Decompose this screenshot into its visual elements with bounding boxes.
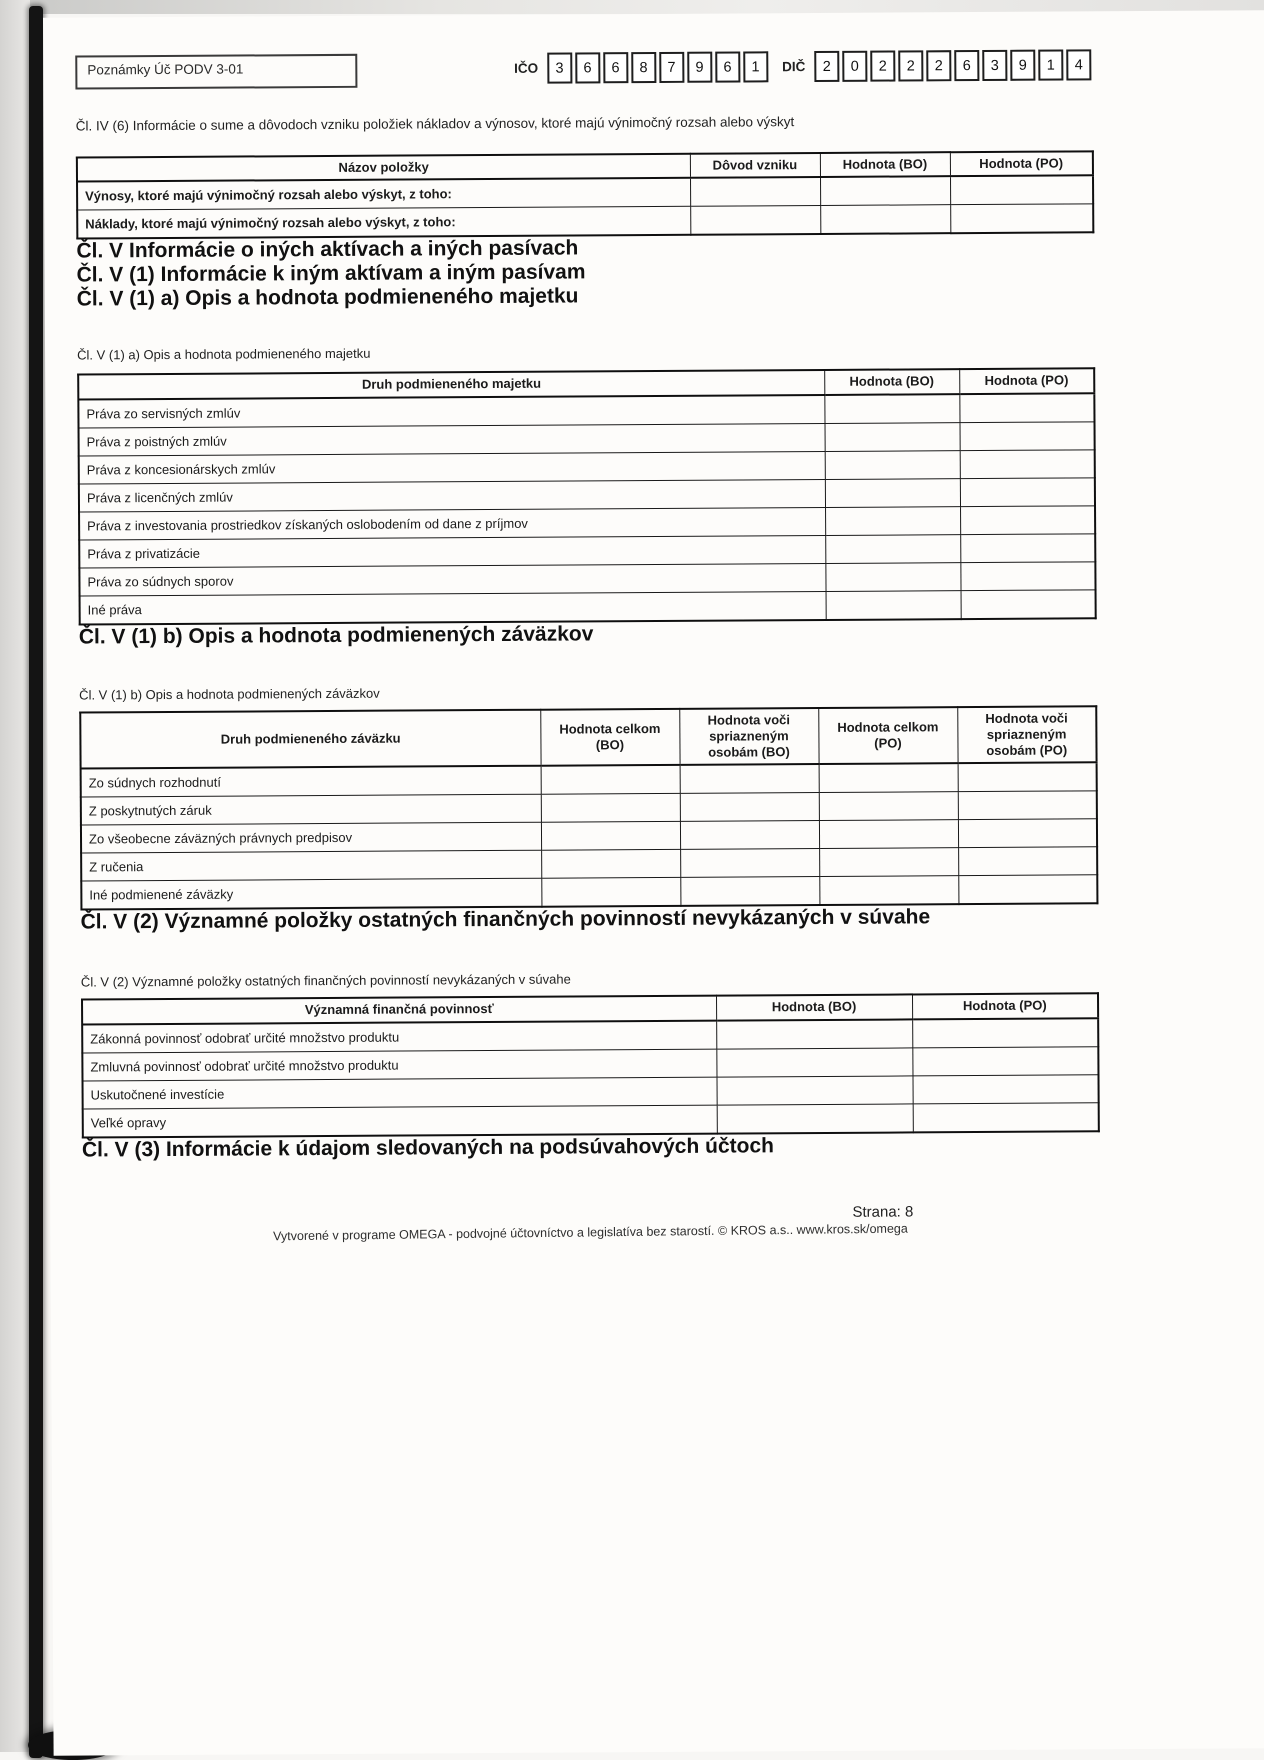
ico-digit: 3	[547, 52, 572, 83]
value-cell	[913, 1102, 1099, 1132]
dic-digit: 2	[814, 51, 839, 82]
value-cell	[680, 764, 819, 793]
dic-digit: 9	[1010, 50, 1035, 81]
ico-cluster	[514, 51, 768, 84]
table-caption-clv1a: Čl. V (1) a) Opis a hodnota podmieneného majetku	[77, 342, 1093, 363]
value-cell	[825, 534, 960, 563]
dic-digit: 0	[842, 51, 867, 82]
dic-digit-row	[814, 49, 1091, 82]
value-cell	[825, 450, 960, 479]
section-heading-clv1: Čl. V (1) Informácie k iným aktívam a iným pasívam	[77, 258, 1093, 288]
dic-digit: 2	[898, 50, 923, 81]
column-header: Hodnota (PO)	[950, 151, 1093, 176]
value-cell	[541, 878, 680, 907]
value-cell	[690, 206, 820, 235]
value-cell	[825, 562, 960, 591]
value-cell	[826, 590, 961, 619]
value-cell	[950, 176, 1093, 205]
row-label: Iné podmienené záväzky	[81, 878, 541, 909]
section-heading-clv1b: Čl. V (1) b) Opis a hodnota podmienených záväzkov	[79, 619, 1095, 649]
row-label: Práva zo servisných zmlúv	[78, 394, 824, 427]
row-label: Práva zo súdnych sporov	[79, 563, 825, 596]
value-cell	[960, 449, 1095, 478]
value-cell	[960, 533, 1095, 562]
column-header: Názov položky	[77, 154, 690, 182]
ico-digit: 6	[715, 51, 740, 82]
value-cell	[819, 876, 958, 905]
column-header: Hodnota (PO)	[912, 994, 1098, 1019]
dic-digit: 2	[870, 51, 895, 82]
dic-digit: 3	[982, 50, 1007, 81]
value-cell	[541, 822, 680, 851]
value-cell	[958, 847, 1097, 876]
value-cell	[961, 589, 1096, 618]
column-header: Významná finančná povinnosť	[82, 996, 716, 1024]
column-header: Hodnota voči spriazneným osobám (PO)	[957, 706, 1096, 764]
page-footer	[82, 1202, 1098, 1258]
column-header: Druh podmieneného majetku	[78, 370, 824, 399]
value-cell	[960, 505, 1095, 534]
value-cell	[680, 849, 819, 878]
contingent-assets-table	[77, 368, 1097, 625]
value-cell	[541, 850, 680, 879]
row-label: Veľké opravy	[83, 1105, 717, 1137]
value-cell	[819, 820, 958, 849]
row-label: Iné práva	[80, 591, 826, 624]
ico-digit: 1	[743, 51, 768, 82]
column-header: Hodnota (BO)	[820, 152, 950, 177]
column-header: Hodnota celkom (BO)	[540, 708, 679, 766]
column-header: Hodnota voči spriazneným osobám (BO)	[679, 708, 818, 766]
section-heading-clv3: Čl. V (3) Informácie k údajom sledovaných na podsúvahových účtoch	[82, 1132, 1098, 1162]
table-caption-clv1b: Čl. V (1) b) Opis a hodnota podmienených záväzkov	[79, 681, 1095, 702]
dic-digit: 6	[954, 50, 979, 81]
document-page	[43, 10, 1264, 1755]
value-cell	[825, 422, 960, 451]
value-cell	[912, 1018, 1098, 1048]
scan-artifact-left-margin	[0, 0, 30, 1752]
dic-digit: 1	[1038, 49, 1063, 80]
row-label: Práva z koncesionárskych zmlúv	[79, 451, 825, 484]
value-cell	[690, 177, 820, 206]
row-label: Zo súdnych rozhodnutí	[81, 766, 541, 797]
section-iv6-caption: Čl. IV (6) Informácie o sume a dôvodoch vzniku položiek nákladov a výnosov, ktoré majú výnimočný rozsah alebo výskyt	[76, 112, 1092, 133]
ico-digit-row	[547, 51, 768, 83]
section-heading-clv2: Čl. V (2) Významné položky ostatných finančných povinností nevykázaných v súvahe	[80, 905, 1096, 935]
dic-digit: 2	[926, 50, 951, 81]
page-number: Strana: 8	[852, 1203, 913, 1220]
column-header: Druh podmieneného záväzku	[80, 709, 540, 769]
value-cell	[825, 478, 960, 507]
value-cell	[680, 821, 819, 850]
value-cell	[959, 393, 1094, 422]
value-cell	[958, 791, 1097, 820]
contingent-liabilities-table	[79, 705, 1098, 911]
row-label: Uskutočnené investície	[83, 1077, 717, 1109]
table-caption-clv2: Čl. V (2) Významné položky ostatných finančných povinností nevykázaných v súvahe	[81, 969, 1097, 990]
value-cell	[912, 1074, 1098, 1103]
dic-label: DIČ	[782, 59, 805, 74]
footer-credit: Vytvorené v programe OMEGA - podvojné účtovníctvo a legislatíva bez starostí. © KROS a.s.. www.kros.sk/omega	[273, 1221, 908, 1243]
value-cell	[960, 477, 1095, 506]
page-content	[75, 49, 1098, 1258]
dic-digit: 4	[1066, 49, 1091, 80]
value-cell	[820, 205, 950, 234]
column-header: Hodnota (BO)	[716, 995, 912, 1020]
page-header	[75, 49, 1091, 89]
value-cell	[950, 204, 1093, 233]
value-cell	[958, 819, 1097, 848]
row-label: Výnosy, ktoré majú výnimočný rozsah alebo výskyt, z toho:	[77, 178, 690, 210]
value-cell	[960, 561, 1095, 590]
row-label: Zo všeobecne záväzných právnych predpisov	[81, 822, 541, 853]
value-cell	[541, 765, 680, 794]
dic-cluster	[782, 49, 1091, 82]
section-heading-clv1a: Čl. V (1) a) Opis a hodnota podmieneného majetku	[77, 282, 1093, 312]
row-label: Zmluvná povinnosť odobrať určité množstvo produktu	[82, 1049, 716, 1081]
row-label: Zákonná povinnosť odobrať určité množstvo produktu	[82, 1020, 716, 1052]
value-cell	[958, 763, 1097, 792]
value-cell	[825, 506, 960, 535]
value-cell	[680, 793, 819, 822]
value-cell	[820, 176, 950, 205]
value-cell	[541, 794, 680, 823]
value-cell	[819, 792, 958, 821]
value-cell	[958, 875, 1097, 904]
ico-digit: 8	[631, 52, 656, 83]
value-cell	[716, 1047, 912, 1076]
value-cell	[959, 421, 1094, 450]
column-header: Hodnota (PO)	[959, 369, 1094, 394]
value-cell	[819, 848, 958, 877]
value-cell	[717, 1103, 913, 1133]
ico-digit: 9	[687, 52, 712, 83]
financial-obligations-table	[81, 993, 1100, 1138]
table-header-row	[80, 706, 1096, 769]
registration-numbers	[514, 49, 1091, 84]
row-label: Práva z poistných zmlúv	[79, 423, 825, 456]
ico-digit: 6	[575, 52, 600, 83]
value-cell	[819, 763, 958, 792]
value-cell	[680, 877, 819, 906]
ico-digit: 7	[659, 52, 684, 83]
column-header: Hodnota celkom (PO)	[818, 707, 957, 765]
value-cell	[824, 394, 959, 423]
section-heading-clv: Čl. V Informácie o iných aktívach a iných pasívach	[76, 234, 1092, 264]
column-header: Dôvod vzniku	[690, 153, 820, 178]
row-label: Práva z privatizácie	[79, 535, 825, 568]
exceptional-items-table	[76, 150, 1094, 239]
column-header: Hodnota (BO)	[824, 369, 959, 394]
row-label: Z ručenia	[81, 850, 541, 881]
value-cell	[716, 1019, 912, 1049]
value-cell	[912, 1046, 1098, 1075]
row-label: Z poskytnutých záruk	[81, 794, 541, 825]
form-id-box: Poznámky Úč PODV 3-01	[75, 54, 357, 90]
row-label: Práva z investovania prostriedkov získaných oslobodením od dane z príjmov	[79, 507, 825, 540]
scan-artifact-left-band	[29, 6, 43, 1758]
row-label: Náklady, ktoré majú výnimočný rozsah alebo výskyt, z toho:	[77, 207, 690, 239]
ico-label: IČO	[514, 61, 538, 76]
ico-digit: 6	[603, 52, 628, 83]
value-cell	[716, 1075, 912, 1104]
row-label: Práva z licenčných zmlúv	[79, 479, 825, 512]
